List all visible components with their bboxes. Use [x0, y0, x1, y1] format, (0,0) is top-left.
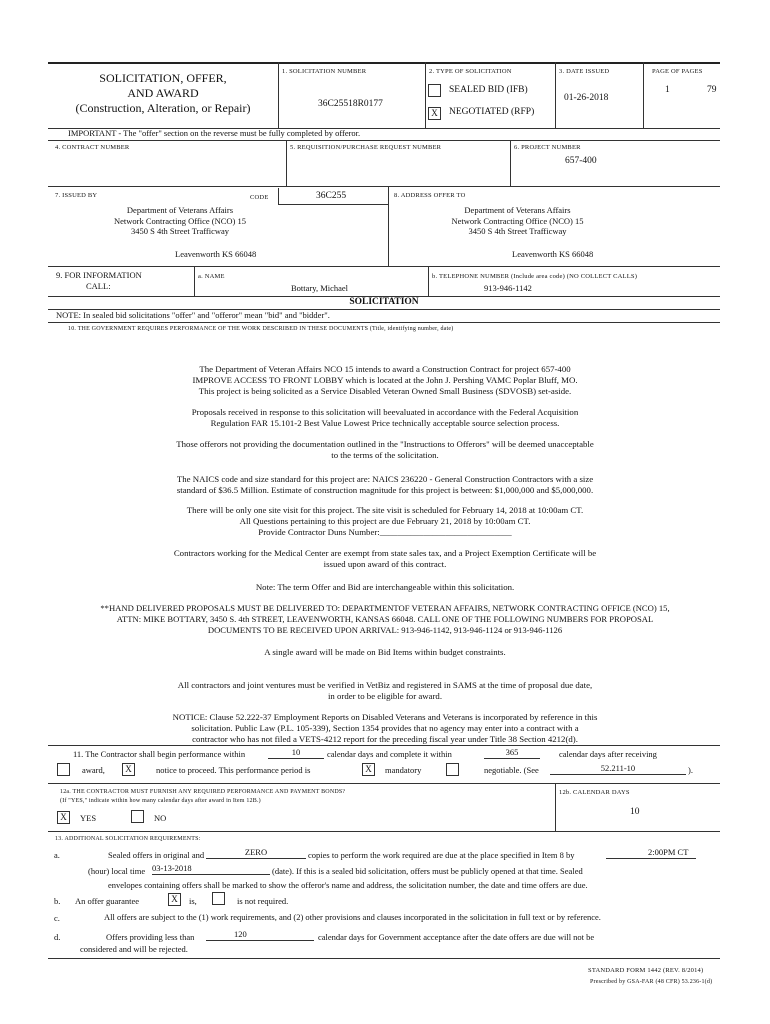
- body-line: The Department of Veteran Affairs NCO 15 intends to award a Construction Contract for project 657-400: [199, 364, 571, 374]
- bonds-yes-label: YES: [80, 813, 97, 823]
- block10-label: 10. THE GOVERNMENT REQUIRES PERFORMANCE OF THE WORK DESCRIBED IN THESE DOCUMENTS (Title, identifying number, date): [68, 326, 454, 332]
- calendar-days-label: 12b. CALENDAR DAYS: [559, 789, 630, 796]
- issued-by-code-label: CODE: [250, 194, 269, 201]
- solicitation-number-label: 1. SOLICITATION NUMBER: [282, 68, 367, 75]
- offer-guarantee-text: An offer guarantee: [75, 896, 140, 906]
- form-title-line1: SOLICITATION, OFFER,: [99, 71, 227, 85]
- single-award-paragraph: [60, 647, 710, 658]
- project-number-label: 6. PROJECT NUMBER: [514, 144, 581, 151]
- performance-mid: calendar days and complete it within: [327, 749, 452, 759]
- body-line: **HAND DELIVERED PROPOSALS MUST BE DELIVERED TO: DEPARTMENTOF VETERAN AFFAIRS, NETWORK CONTRACTING OFFICE (NCO) 15,: [100, 603, 670, 613]
- offer-bid-note: [60, 582, 710, 593]
- item-a-letter: a.: [54, 850, 60, 860]
- bonds-label: 12a. THE CONTRACTOR MUST FURNISH ANY REQUIRED PERFORMANCE AND PAYMENT BONDS?: [60, 789, 346, 795]
- vets4212-notice: [60, 712, 710, 745]
- mandatory-label: mandatory: [385, 765, 422, 775]
- page-of-pages-label: PAGE OF PAGES: [652, 68, 703, 75]
- evaluation-paragraph: [60, 407, 710, 429]
- issued-by-label: 7. ISSUED BY: [55, 192, 98, 199]
- body-line: contractor who has not filed a VETS-4212 report for the preceding fiscal year under Title 38 Section 4212(d).: [192, 734, 578, 744]
- form-title: [50, 71, 276, 116]
- date-issued: 01-26-2018: [564, 93, 609, 103]
- body-line: IMPROVE ACCESS TO FRONT LOBBY which is located at the John J. Pershing VAMC Poplar Bluff, MO.: [192, 375, 578, 385]
- body-line: A single award will be made on Bid Items within budget constraints.: [264, 647, 506, 657]
- bonds-no-label: NO: [154, 813, 167, 823]
- body-line: ATTN: MIKE BOTTARY, 3450 S. 4th STREET, LEAVENWORTH, KANSAS 66048. CALL ONE OF THE FOLLOWING NUMBERS FOR PROPOSAL: [116, 614, 654, 624]
- address-offer-city: Leavenworth KS 66048: [512, 249, 594, 259]
- guarantee-not-label: is not required.: [237, 896, 289, 906]
- envelope-text: envelopes containing offers shall be marked to show the offeror's name and address, the solicitation number, the date and time offers are due.: [108, 880, 588, 890]
- bonds-sublabel: (If "YES," indicate within how many calendar days after award in Item 12B.): [60, 798, 261, 804]
- notice-to-proceed-label: notice to proceed. This performance period is: [156, 765, 311, 775]
- item-d-letter: d.: [54, 932, 61, 942]
- body-line: in order to be eligible for award.: [327, 691, 443, 701]
- tax-exemption-paragraph: [60, 548, 710, 570]
- award-checkbox[interactable]: [57, 763, 70, 776]
- negotiated-checkbox[interactable]: X: [428, 107, 441, 120]
- address-offer-to: [395, 205, 640, 237]
- body-line: Proposals received in response to this solicitation will beevaluated in accordance with the Federal Acquisition: [191, 407, 579, 417]
- body-line: All contractors and joint ventures must be verified in VetBiz and registered in SAMS at the time of proposal due date,: [177, 680, 593, 690]
- notice-to-proceed-checkbox[interactable]: X: [122, 763, 135, 776]
- solicitation-number: 36C25518R0177: [318, 99, 383, 109]
- date-issued-label: 3. DATE ISSUED: [559, 68, 610, 75]
- copies-text: copies to perform the work required are due at the place specified in Item 8 by: [308, 850, 575, 860]
- sealed-bid-note: NOTE: In sealed bid solicitations "offer" and "offeror" mean "bid" and "bidder".: [56, 310, 330, 320]
- acceptance-days-field[interactable]: 120: [206, 929, 314, 941]
- vetbiz-paragraph: [60, 680, 710, 702]
- see-clause-field[interactable]: 52.211-10: [550, 763, 686, 775]
- important-notice: IMPORTANT - The "offer" section on the reverse must be fully completed by offeror.: [68, 128, 361, 138]
- hour-label: (hour) local time: [88, 866, 146, 876]
- body-line: This project is being solicited as a Service Disabled Veteran Owned Small Business (SDVOSB) set-aside.: [198, 386, 572, 396]
- sealed-bid-label: SEALED BID (IFB): [449, 85, 528, 95]
- address-offer-line1: Department of Veterans Affairs: [464, 205, 571, 215]
- body-line: DOCUMENTS TO BE RECEIVED UPON ARRIVAL: 913-946-1142, 913-946-1124 or 913-946-1126: [207, 625, 563, 635]
- address-offer-line2: Network Contracting Office (NCO) 15: [451, 215, 584, 226]
- address-offer-to-label: 8. ADDRESS OFFER TO: [394, 192, 466, 199]
- body-line: NOTICE: Clause 52.222-37 Employment Reports on Disabled Veterans and Veterans is incorporated by reference in this: [172, 712, 598, 722]
- due-time-field[interactable]: 2:00PM CT: [606, 847, 696, 859]
- issued-by-address: [55, 205, 305, 237]
- item-b-letter: b.: [54, 896, 61, 906]
- sealed-bid-checkbox[interactable]: [428, 84, 441, 97]
- issued-by-line1: Department of Veterans Affairs: [126, 205, 234, 215]
- requisition-number-label: 5. REQUISITION/PURCHASE REQUEST NUMBER: [290, 144, 442, 151]
- date-text: (date). If this is a sealed bid solicitation, offers must be publicly opened at that time. Sealed: [272, 866, 583, 876]
- info-call-label: [56, 270, 142, 292]
- begin-days-field[interactable]: 10: [268, 747, 324, 759]
- guarantee-is-label: is,: [189, 896, 197, 906]
- item-c-letter: c.: [54, 913, 60, 923]
- body-line: Regulation FAR 15.101-2 Best Value Lowest Price technically acceptable source selection process.: [210, 418, 560, 428]
- due-date-field[interactable]: 03-13-2018: [152, 863, 270, 875]
- body-line: Note: The term Offer and Bid are interchangeable within this solicitation.: [255, 582, 515, 592]
- complete-days-field[interactable]: 365: [484, 747, 540, 759]
- body-line: There will be only one site visit for this project. The site visit is scheduled for February 14, 2018 at 10:00am CT.: [186, 505, 584, 515]
- hand-delivery-paragraph: [40, 603, 730, 636]
- project-description: [60, 364, 710, 397]
- item-d-pre: Offers providing less than: [106, 932, 195, 942]
- additional-requirements-label: 13. ADDITIONAL SOLICITATION REQUIREMENTS:: [55, 836, 201, 842]
- contract-number-label: 4. CONTRACT NUMBER: [55, 144, 130, 151]
- form-number: STANDARD FORM 1442 (REV. 8/2014): [588, 967, 704, 974]
- project-number: 657-400: [565, 156, 597, 166]
- prescribed-by: Prescribed by GSA-FAR (48 CFR) 53.236-1(d): [590, 979, 713, 985]
- contact-name-label: a. NAME: [198, 273, 225, 280]
- issued-by-line3: 3450 S 4th Street Trafficway: [130, 226, 230, 236]
- issued-by-city: Leavenworth KS 66048: [175, 249, 257, 259]
- guarantee-is-checkbox[interactable]: X: [168, 893, 181, 906]
- contact-phone: 913-946-1142: [484, 283, 532, 293]
- site-visit-paragraph: [60, 505, 710, 538]
- body-line: The NAICS code and size standard for this project are: NAICS 236220 - General Construction Contractors with a size: [176, 474, 594, 484]
- see-clause-close: ).: [688, 765, 693, 775]
- performance-suffix: calendar days after receiving: [559, 749, 657, 759]
- issued-by-line2: Network Contracting Office (NCO) 15: [113, 215, 247, 226]
- total-pages: 79: [707, 85, 717, 95]
- award-label: award,: [82, 765, 105, 775]
- negotiable-label: negotiable. (See: [484, 765, 539, 775]
- copies-field[interactable]: ZERO: [206, 847, 306, 859]
- body-line: Contractors working for the Medical Center are exempt from state sales tax, and a Project Exemption Certificate will be: [173, 548, 597, 558]
- info-call-line1: 9. FOR INFORMATION: [56, 270, 142, 280]
- body-line: All Questions pertaining to this project are due February 21, 2018 by 10:00am CT.: [239, 516, 531, 526]
- form-title-line3: (Construction, Alteration, or Repair): [75, 101, 251, 115]
- body-line: Provide Contractor Duns Number:______________________________: [258, 527, 512, 537]
- guarantee-not-checkbox[interactable]: [212, 892, 225, 905]
- body-line: issued upon award of this contract.: [323, 559, 447, 569]
- body-line: standard of $36.5 Million. Estimate of construction magnitude for this project is between: $1,000,000 and $5,000,000.: [176, 485, 594, 495]
- item-c-text: All offers are subject to the (1) work requirements, and (2) other provisions and clauses incorporated in the solicitation in full text or by reference.: [104, 912, 601, 922]
- item-d-line2: considered and will be rejected.: [80, 944, 188, 954]
- body-line: Those offerors not providing the documentation outlined in the "Instructions to Offerors" will be deemed unacceptable: [176, 439, 594, 449]
- address-offer-line3: 3450 S 4th Street Trafficway: [468, 226, 567, 236]
- documentation-paragraph: [60, 439, 710, 461]
- contact-name: Bottary, Michael: [291, 283, 349, 293]
- solicitation-heading: SOLICITATION: [349, 297, 419, 307]
- sealed-offers-text: Sealed offers in original and: [108, 850, 205, 860]
- naics-paragraph: [60, 474, 710, 496]
- info-call-line2: CALL:: [86, 281, 111, 291]
- bonds-no-checkbox[interactable]: [131, 810, 144, 823]
- issued-by-code: 36C255: [316, 191, 347, 201]
- body-line: solicitation. Public Law (P.L. 105-339), Section 1354 provides that no agency may enter into a contract with a: [191, 723, 579, 733]
- calendar-days-value: 10: [630, 807, 640, 817]
- negotiable-checkbox[interactable]: [446, 763, 459, 776]
- solicitation-type-label: 2. TYPE OF SOLICITATION: [429, 68, 512, 75]
- page-number: 1: [665, 85, 670, 95]
- mandatory-checkbox[interactable]: X: [362, 763, 375, 776]
- contact-phone-label: b. TELEPHONE NUMBER (Include area code) (NO COLLECT CALLS): [432, 273, 638, 280]
- item-d-post: calendar days for Government acceptance after the date offers are due will not be: [318, 932, 595, 942]
- performance-prefix: 11. The Contractor shall begin performance within: [73, 749, 246, 759]
- negotiated-label: NEGOTIATED (RFP): [449, 107, 535, 117]
- form-title-line2: AND AWARD: [127, 86, 199, 100]
- body-line: to the terms of the solicitation.: [331, 450, 439, 460]
- bonds-yes-checkbox[interactable]: X: [57, 811, 70, 824]
